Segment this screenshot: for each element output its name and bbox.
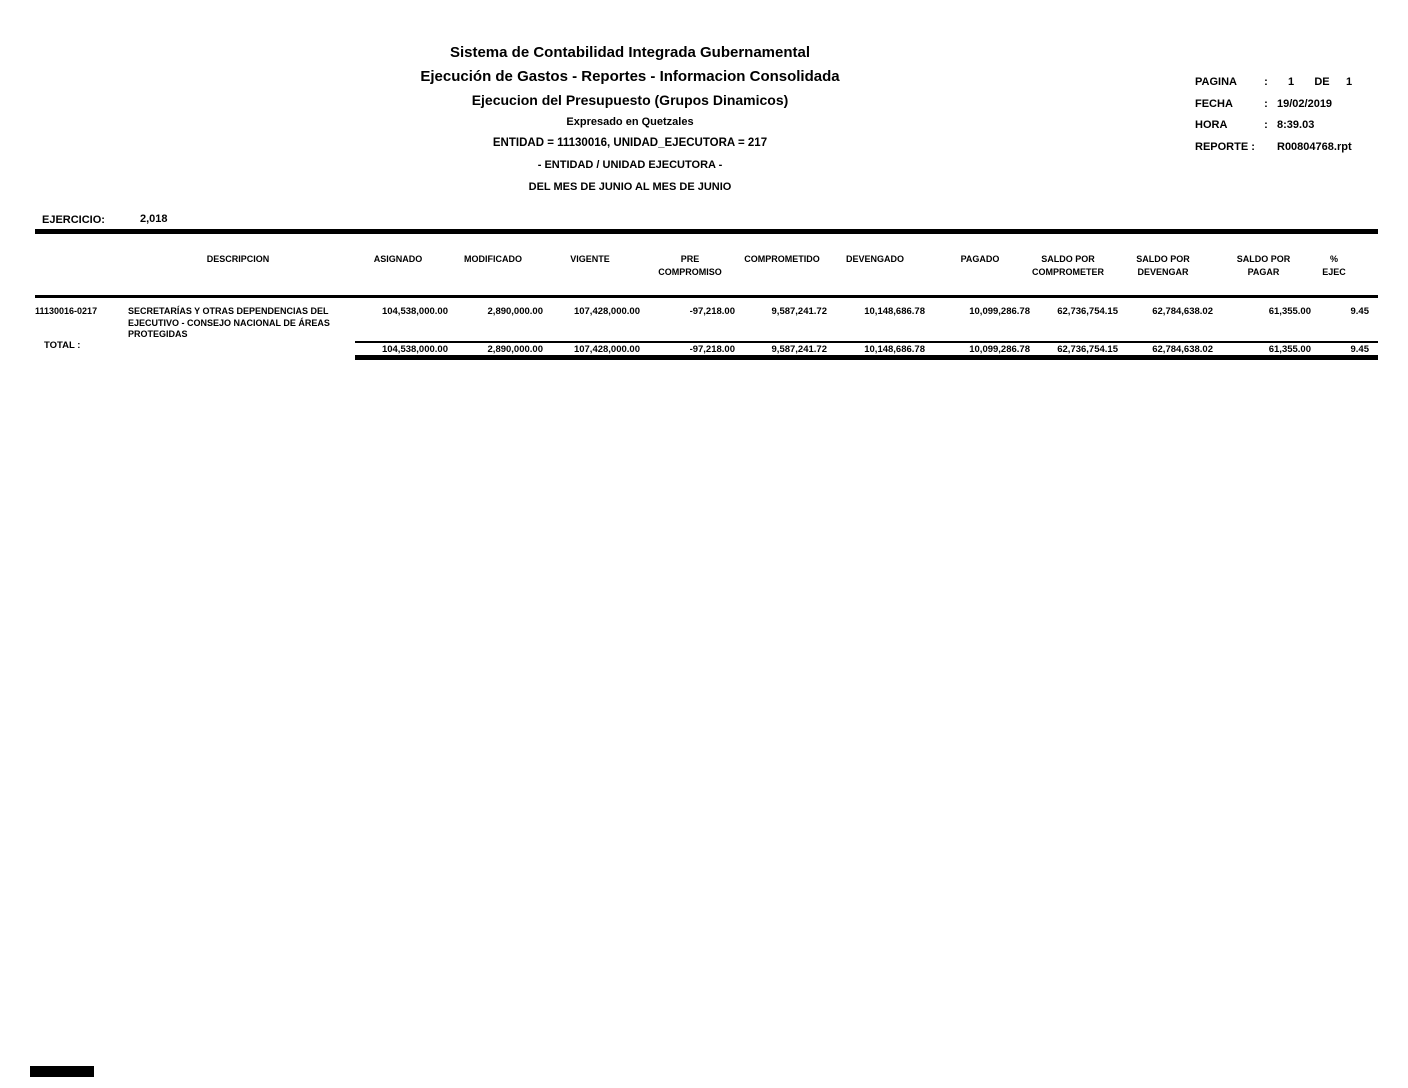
- reporte-value: R00804768.rpt: [1277, 140, 1352, 153]
- row-saldo-devengar-value: 62,784,638.02: [1152, 306, 1213, 317]
- row-modificado-value: 2,890,000.00: [487, 306, 543, 317]
- report-grouping-label: - ENTIDAD / UNIDAD EJECUTORA -: [537, 159, 723, 171]
- col-header-descripcion-line1: DESCRIPCION: [206, 254, 270, 264]
- row-saldo-comprometer-value: 62,736,754.15: [1057, 306, 1118, 317]
- col-header-pagado: [930, 253, 1030, 266]
- report-title-line1: Sistema de Contabilidad Integrada Gubernamental: [449, 44, 811, 61]
- total-pagado-value: 10,099,286.78: [969, 344, 1030, 355]
- col-header-asignado: [348, 253, 448, 266]
- total-bottom-rule: [355, 355, 1378, 360]
- report-title-line3: Ejecucion del Presupuesto (Grupos Dinamicos): [471, 92, 789, 108]
- meta-row-hora: [1195, 119, 1395, 141]
- row-comprometido-value: 9,587,241.72: [771, 306, 827, 317]
- pagina-colon: :: [1264, 76, 1268, 88]
- total-saldo-devengar-value: 62,784,638.02: [1152, 344, 1213, 355]
- report-header: [230, 44, 1030, 193]
- col-header-vigente-line1: VIGENTE: [570, 254, 610, 264]
- col-header-asignado-line1: ASIGNADO: [373, 254, 423, 264]
- col-header-modificado: [443, 253, 543, 266]
- total-label: TOTAL :: [44, 340, 81, 351]
- row-pre-compromiso-value: -97,218.00: [689, 306, 735, 317]
- hora-value: 8:39.03: [1277, 119, 1315, 131]
- pagina-values: [1277, 76, 1359, 88]
- col-header-pre-line2: COMPROMISO: [658, 267, 722, 277]
- meta-row-pagina: [1195, 76, 1395, 98]
- row-vigente-value: 107,428,000.00: [573, 306, 640, 317]
- meta-row-fecha: [1195, 98, 1395, 120]
- total-vigente-value: 107,428,000.00: [573, 344, 640, 355]
- report-title-line2: Ejecución de Gastos - Reportes - Informacion Consolidada: [420, 68, 840, 85]
- col-header-saldo-por-pagar: [1216, 253, 1311, 279]
- col-header-devengado: [825, 253, 925, 266]
- pagina-label: PAGINA: [1195, 76, 1237, 88]
- col-header-devengado-line1: DEVENGADO: [845, 254, 904, 264]
- col-header-spd-line1: SALDO POR: [1136, 254, 1190, 264]
- row-pct-ejec-value: 9.45: [1350, 306, 1369, 317]
- fecha-value: 19/02/2019: [1277, 97, 1333, 110]
- report-meta-block: [1195, 76, 1395, 162]
- col-header-spp-line1: SALDO POR: [1236, 254, 1291, 264]
- pagina-total: 1: [1345, 76, 1353, 88]
- col-header-ejec-line2: EJEC: [1322, 267, 1346, 277]
- total-saldo-comprometer-value: 62,736,754.15: [1057, 344, 1118, 355]
- pagina-current: 1: [1287, 76, 1295, 88]
- fecha-label: FECHA: [1195, 97, 1233, 110]
- col-header-saldo-por-devengar: [1113, 253, 1213, 279]
- col-header-spc-line2: COMPROMETER: [1032, 267, 1104, 277]
- col-header-descripcion: [128, 253, 348, 266]
- col-header-pre-line1: PRE: [680, 254, 700, 264]
- total-comprometido-value: 9,587,241.72: [771, 344, 827, 355]
- col-header-spd-line2: DEVENGAR: [1137, 267, 1189, 277]
- hora-colon: :: [1264, 119, 1268, 131]
- row-devengado-value: 10,148,686.78: [864, 306, 925, 317]
- pagina-de-label: DE: [1314, 76, 1330, 88]
- meta-row-reporte: [1195, 141, 1395, 163]
- reporte-label: REPORTE :: [1195, 140, 1255, 153]
- hora-label: HORA: [1195, 119, 1228, 131]
- row-saldo-pagar-value: 61,355.00: [1268, 306, 1311, 317]
- col-header-spp-line2: PAGAR: [1247, 267, 1280, 277]
- report-subtitle-currency: Expresado en Quetzales: [566, 116, 694, 128]
- row-pagado-value: 10,099,286.78: [969, 306, 1030, 317]
- col-header-vigente: [540, 253, 640, 266]
- col-header-spc-line1: SALDO POR: [1041, 254, 1095, 264]
- col-header-modificado-line1: MODIFICADO: [464, 254, 522, 264]
- total-top-rule: [355, 341, 1378, 343]
- ejercicio-label: EJERCICIO:: [42, 214, 105, 226]
- row-asignado-value: 104,538,000.00: [381, 306, 448, 317]
- col-header-comprometido-line1: COMPROMETIDO: [744, 254, 820, 264]
- total-saldo-pagar-value: 61,355.00: [1268, 344, 1311, 355]
- col-header-pct-ejec: [1299, 253, 1369, 279]
- total-modificado-value: 2,890,000.00: [487, 344, 543, 355]
- total-devengado-value: 10,148,686.78: [864, 344, 925, 355]
- total-pre-compromiso-value: -97,218.00: [689, 344, 735, 355]
- fecha-colon: :: [1264, 97, 1268, 110]
- col-header-comprometido: [737, 253, 827, 266]
- report-period-label: DEL MES DE JUNIO AL MES DE JUNIO: [528, 181, 732, 193]
- col-header-pagado-line1: PAGADO: [960, 254, 1000, 264]
- report-entity-filter: ENTIDAD = 11130016, UNIDAD_EJECUTORA = 217: [492, 137, 768, 149]
- total-asignado-value: 104,538,000.00: [381, 344, 448, 355]
- top-divider-rule: [35, 229, 1378, 234]
- total-pct-ejec-value: 9.45: [1350, 344, 1369, 355]
- row-entity-code: 11130016-0217: [35, 306, 98, 316]
- row-description: SECRETARÍAS Y OTRAS DEPENDENCIAS DEL EJECUTIVO - CONSEJO NACIONAL DE ÁREAS PROTEGIDAS: [128, 306, 330, 339]
- col-header-saldo-por-comprometer: [1018, 253, 1118, 279]
- page-footer-mark: [30, 1066, 94, 1077]
- header-divider-rule: [35, 295, 1378, 298]
- col-header-ejec-line1: %: [1329, 254, 1338, 264]
- col-header-pre-compromiso: [645, 253, 735, 279]
- ejercicio-value: 2,018: [140, 213, 168, 225]
